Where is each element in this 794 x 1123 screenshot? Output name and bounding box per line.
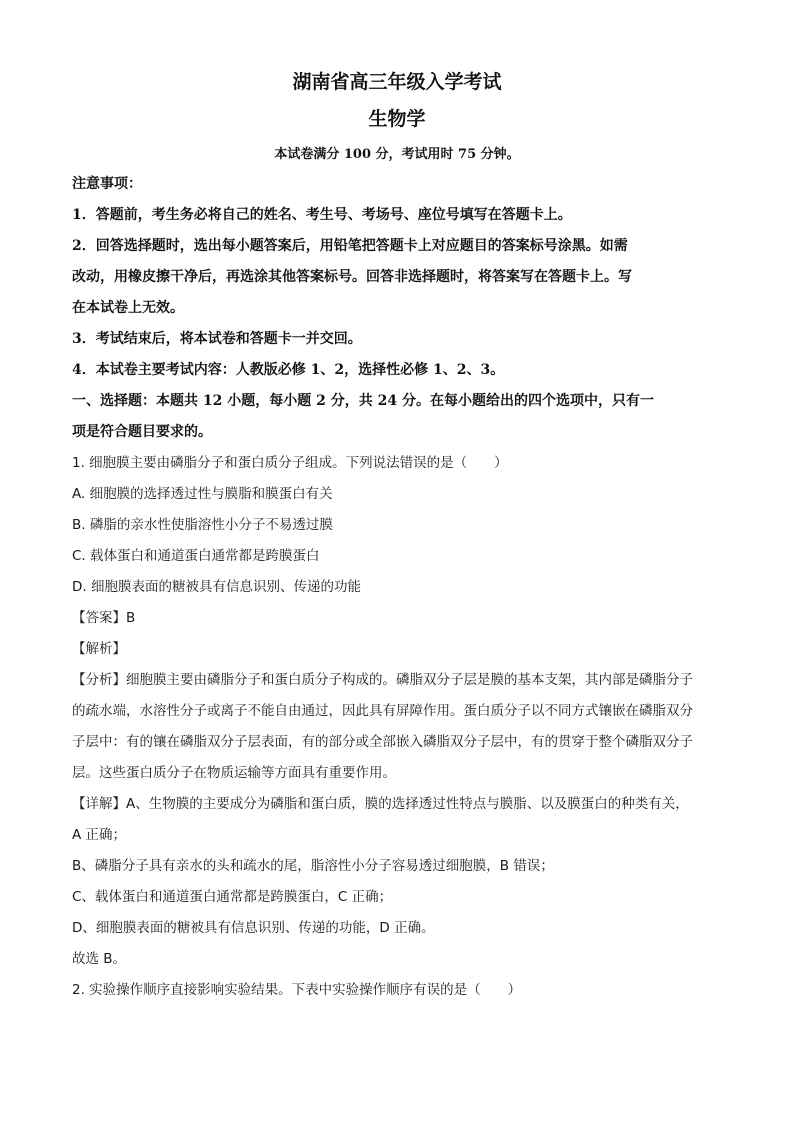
- option-a: A. 细胞膜的选择透过性与膜脂和膜蛋白有关: [72, 486, 333, 502]
- analysis-text: 层。这些蛋白质分子在物质运输等方面具有重要作用。: [72, 765, 396, 781]
- analysis-text: 的疏水端，水溶性分子或离子不能自由通过，因此具有屏障作用。蛋白质分子以不同方式镶嵌在磷脂双分: [72, 703, 693, 719]
- section-heading: 项是符合题目要求的。: [72, 424, 212, 440]
- detail-text: D、细胞膜表面的糖被具有信息识别、传递的功能，D 正确。: [72, 920, 435, 936]
- question-stem: 2. 实验操作顺序直接影响实验结果。下表中实验操作顺序有误的是（ ）: [72, 982, 522, 998]
- detail-text: C、载体蛋白和通道蛋白通常都是跨膜蛋白，C 正确；: [72, 889, 393, 905]
- notice-heading: 注意事项：: [72, 176, 142, 192]
- question-stem: 1. 细胞膜主要由磷脂分子和蛋白质分子组成。下列说法错误的是（ ）: [72, 455, 508, 471]
- analysis-text: 【分析】细胞膜主要由磷脂分子和蛋白质分子构成的。磷脂双分子层是膜的基本支架，其内部是磷脂分子: [72, 672, 693, 688]
- notice-item: 4．本试卷主要考试内容：人教版必修 1、2，选择性必修 1、2、3。: [72, 362, 505, 378]
- answer-line: 【答案】B: [72, 610, 136, 626]
- analysis-heading: 【解析】: [72, 641, 126, 657]
- subject-title: 生物学: [368, 108, 426, 130]
- option-b: B. 磷脂的亲水性使脂溶性小分子不易透过膜: [72, 517, 333, 533]
- exam-page: [72, 66, 722, 1006]
- detail-text: 故选 B。: [72, 951, 127, 967]
- exam-title: 湖南省高三年级入学考试: [292, 71, 502, 93]
- section-heading: 一、选择题：本题共 12 小题，每小题 2 分，共 24 分。在每小题给出的四个选项中，只有一: [72, 393, 654, 409]
- notice-item: 改动，用橡皮擦干净后，再选涂其他答案标号。回答非选择题时，将答案写在答题卡上。写: [72, 269, 632, 285]
- notice-item: 在本试卷上无效。: [72, 300, 184, 316]
- detail-text: B、磷脂分子具有亲水的头和疏水的尾，脂溶性小分子容易透过细胞膜，B 错误；: [72, 858, 554, 874]
- detail-text: 【详解】A、生物膜的主要成分为磷脂和蛋白质，膜的选择透过性特点与膜脂、以及膜蛋白的种类有关，: [72, 796, 689, 812]
- detail-text: A 正确；: [72, 827, 127, 843]
- notice-item: 3．考试结束后，将本试卷和答题卡一并交回。: [72, 331, 362, 347]
- notice-item: 2．回答选择题时，选出每小题答案后，用铅笔把答题卡上对应题目的答案标号涂黑。如需: [72, 238, 628, 254]
- exam-info: 本试卷满分 100 分，考试用时 75 分钟。: [274, 147, 520, 162]
- option-c: C. 载体蛋白和通道蛋白通常都是跨膜蛋白: [72, 548, 320, 564]
- analysis-text: 子层中：有的镶在磷脂双分子层表面，有的部分或全部嵌入磷脂双分子层中，有的贯穿于整个磷脂双分子: [72, 734, 693, 750]
- option-d: D. 细胞膜表面的糖被具有信息识别、传递的功能: [72, 579, 361, 595]
- question-1: [72, 448, 722, 1006]
- notice-block: [72, 169, 722, 448]
- notice-item: 1．答题前，考生务必将自己的姓名、考生号、考场号、座位号填写在答题卡上。: [72, 207, 572, 223]
